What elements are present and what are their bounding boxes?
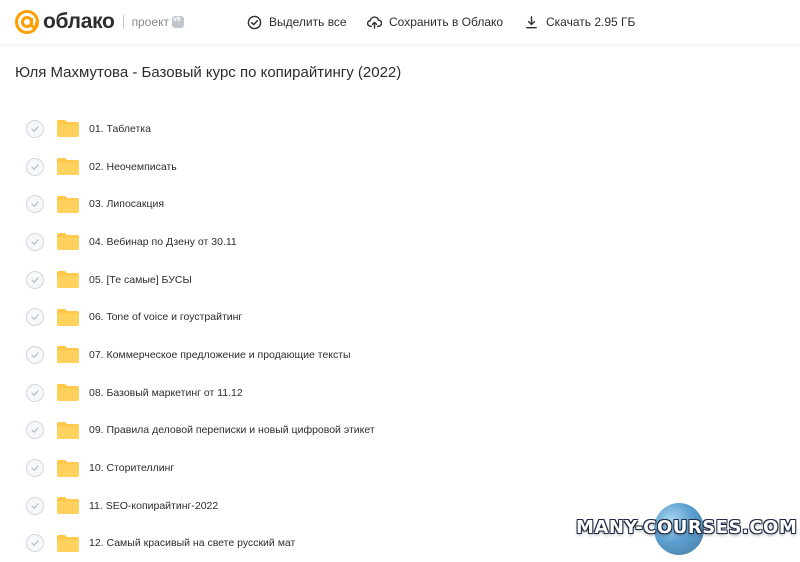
- folder-name[interactable]: 05. [Те самые] БУСЫ: [89, 273, 192, 286]
- row-checkbox[interactable]: [26, 497, 44, 515]
- page-title: Юля Махмутова - Базовый курс по копирайтингу (2022): [15, 64, 402, 81]
- check-circle-icon: [247, 15, 262, 30]
- folder-row[interactable]: [0, 261, 800, 299]
- folder-name[interactable]: 03. Липосакция: [89, 198, 165, 211]
- folder-row[interactable]: [0, 449, 800, 487]
- folder-row[interactable]: [0, 223, 800, 261]
- folder-icon: [57, 384, 79, 401]
- row-checkbox[interactable]: [26, 271, 44, 289]
- folder-icon: [57, 535, 79, 552]
- folder-icon: [57, 196, 79, 213]
- check-icon: [30, 199, 40, 209]
- row-checkbox[interactable]: [26, 308, 44, 326]
- folder-name[interactable]: 06. Tone of voice и гоустрайтинг: [89, 311, 243, 324]
- at-sign-icon: [14, 9, 40, 35]
- row-checkbox[interactable]: [26, 384, 44, 402]
- folder-icon: [57, 120, 79, 137]
- folder-name[interactable]: 09. Правила деловой переписки и новый цифровой этикет: [89, 424, 375, 437]
- check-icon: [30, 124, 40, 134]
- folder-icon: [57, 233, 79, 250]
- folder-icon: [57, 422, 79, 439]
- download-icon: [524, 15, 539, 30]
- folder-name[interactable]: 10. Сторителлинг: [89, 462, 175, 475]
- folder-row[interactable]: [0, 412, 800, 450]
- row-checkbox[interactable]: [26, 534, 44, 552]
- folder-name[interactable]: 02. Неочемписать: [89, 160, 177, 173]
- folder-name[interactable]: 04. Вебинар по Дзену от 30.11: [89, 235, 237, 248]
- folder-icon: [57, 460, 79, 477]
- cloud-upload-icon: [367, 15, 382, 30]
- download-label: Скачать 2.95 ГБ: [546, 15, 636, 29]
- check-icon: [30, 425, 40, 435]
- folder-row[interactable]: [0, 110, 800, 148]
- folder-row[interactable]: [0, 148, 800, 186]
- check-icon: [30, 463, 40, 473]
- check-icon: [30, 501, 40, 511]
- folder-icon: [57, 497, 79, 514]
- row-checkbox[interactable]: [26, 346, 44, 364]
- select-all-button[interactable]: [247, 13, 347, 31]
- folder-icon: [57, 346, 79, 363]
- folder-list: [0, 110, 800, 562]
- logo-text: облако: [43, 10, 115, 33]
- top-bar: [0, 0, 800, 44]
- folder-name[interactable]: 08. Базовый маркетинг от 11.12: [89, 386, 243, 399]
- save-to-cloud-button[interactable]: [367, 13, 503, 31]
- logo-subtitle: проект: [131, 15, 169, 29]
- row-checkbox[interactable]: [26, 158, 44, 176]
- folder-row[interactable]: [0, 185, 800, 223]
- folder-icon: [57, 271, 79, 288]
- check-icon: [30, 538, 40, 548]
- folder-icon: [57, 309, 79, 326]
- folder-row[interactable]: [0, 298, 800, 336]
- row-checkbox[interactable]: [26, 120, 44, 138]
- check-icon: [30, 350, 40, 360]
- check-icon: [30, 388, 40, 398]
- folder-name[interactable]: 12. Самый красивый на свете русский мат: [89, 537, 296, 550]
- vk-icon: [172, 16, 184, 28]
- folder-name[interactable]: 01. Таблетка: [89, 122, 151, 135]
- check-icon: [30, 275, 40, 285]
- row-checkbox[interactable]: [26, 421, 44, 439]
- watermark-text: MANY-COURSES.COM: [576, 517, 798, 538]
- check-icon: [30, 162, 40, 172]
- row-checkbox[interactable]: [26, 233, 44, 251]
- folder-row[interactable]: [0, 374, 800, 412]
- folder-row[interactable]: [0, 336, 800, 374]
- download-button[interactable]: [524, 13, 635, 31]
- save-to-cloud-label: Сохранить в Облако: [389, 15, 504, 29]
- select-all-label: Выделить все: [269, 15, 347, 29]
- row-checkbox[interactable]: [26, 459, 44, 477]
- row-checkbox[interactable]: [26, 195, 44, 213]
- folder-name[interactable]: 11. SEO-копирайтинг-2022: [89, 499, 219, 512]
- check-icon: [30, 237, 40, 247]
- folder-name[interactable]: 07. Коммерческое предложение и продающие тексты: [89, 348, 351, 361]
- folder-icon: [57, 158, 79, 175]
- check-icon: [30, 312, 40, 322]
- logo[interactable]: [14, 9, 184, 35]
- logo-divider: [123, 15, 124, 29]
